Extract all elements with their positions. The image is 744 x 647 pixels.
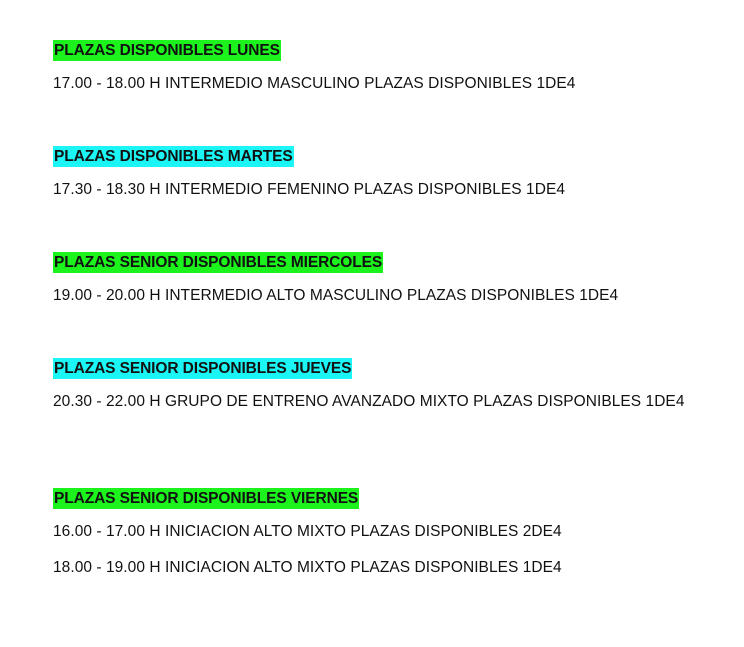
section-lines bbox=[53, 177, 565, 203]
section-lines bbox=[53, 71, 575, 97]
schedule-line: 19.00 - 20.00 H INTERMEDIO ALTO MASCULINO PLAZAS DISPONIBLES 1DE4 bbox=[53, 287, 619, 304]
section-lines bbox=[53, 389, 685, 415]
section-thursday bbox=[53, 358, 685, 415]
section-heading: PLAZAS SENIOR DISPONIBLES MIERCOLES bbox=[54, 254, 383, 271]
schedule-line: 20.30 - 22.00 H GRUPO DE ENTRENO AVANZADO MIXTO PLAZAS DISPONIBLES 1DE4 bbox=[53, 393, 685, 410]
section-friday bbox=[53, 488, 562, 581]
section-lines bbox=[53, 283, 618, 309]
section-heading: PLAZAS DISPONIBLES LUNES bbox=[54, 42, 280, 59]
schedule-line: 17.00 - 18.00 H INTERMEDIO MASCULINO PLAZAS DISPONIBLES 1DE4 bbox=[53, 75, 576, 92]
section-lines bbox=[53, 519, 562, 581]
section-heading: PLAZAS SENIOR DISPONIBLES JUEVES bbox=[54, 360, 352, 377]
section-wednesday bbox=[53, 252, 618, 309]
schedule-line: 16.00 - 17.00 H INICIACION ALTO MIXTO PLAZAS DISPONIBLES 2DE4 bbox=[53, 523, 562, 540]
section-monday bbox=[53, 40, 575, 97]
section-heading: PLAZAS DISPONIBLES MARTES bbox=[54, 148, 293, 165]
section-heading: PLAZAS SENIOR DISPONIBLES VIERNES bbox=[54, 490, 359, 507]
schedule-line: 17.30 - 18.30 H INTERMEDIO FEMENINO PLAZAS DISPONIBLES 1DE4 bbox=[53, 181, 566, 198]
section-tuesday bbox=[53, 146, 565, 203]
schedule-line: 18.00 - 19.00 H INICIACION ALTO MIXTO PLAZAS DISPONIBLES 1DE4 bbox=[53, 559, 562, 576]
